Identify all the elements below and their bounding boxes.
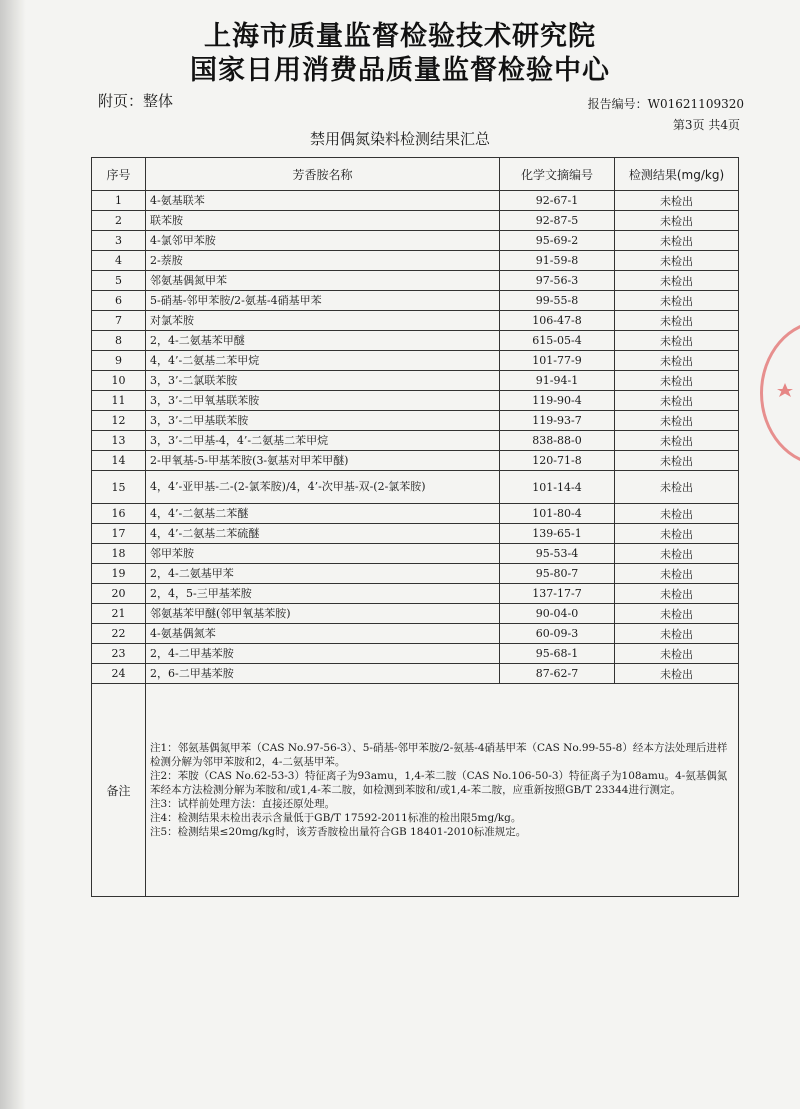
table-body <box>92 191 739 897</box>
cell-cas: 101-77-9 <box>500 351 615 371</box>
cell-result: 未检出 <box>615 391 739 411</box>
cell-cas: 97-56-3 <box>500 271 615 291</box>
cell-cas: 101-80-4 <box>500 504 615 524</box>
cell-name: 邻氨基偶氮甲苯 <box>146 271 500 291</box>
cell-result: 未检出 <box>615 231 739 251</box>
table-row <box>92 664 739 684</box>
cell-no: 7 <box>92 311 146 331</box>
cell-cas: 838-88-0 <box>500 431 615 451</box>
cell-no: 16 <box>92 504 146 524</box>
cell-no: 3 <box>92 231 146 251</box>
cell-name: 联苯胺 <box>146 211 500 231</box>
cell-name: 4，4’-二氨基二苯醚 <box>146 504 500 524</box>
table-row <box>92 504 739 524</box>
cell-no: 22 <box>92 624 146 644</box>
note-5: 注5：检测结果≤20mg/kg时，该芳香胺检出量符合GB 18401-2010标准规定。 <box>150 826 527 838</box>
note-1: 注1：邻氨基偶氮甲苯（CAS No.97-56-3）、5-硝基-邻甲苯胺/2-氨基-4硝基甲苯（CAS No.99-55-8）经本方法处理后进样检测分解为邻甲苯胺和2，4-二氨基甲苯。 <box>150 742 728 768</box>
cell-result: 未检出 <box>615 664 739 684</box>
cell-no: 18 <box>92 544 146 564</box>
page-indicator: 第3页 共4页 <box>672 118 740 132</box>
cell-no: 13 <box>92 431 146 451</box>
column-header-result: 检测结果(mg/kg) <box>615 158 739 191</box>
cell-no: 6 <box>92 291 146 311</box>
cell-name: 2，6-二甲基苯胺 <box>146 664 500 684</box>
cell-name: 3，3’-二氯联苯胺 <box>146 371 500 391</box>
table-row <box>92 231 739 251</box>
cell-no: 24 <box>92 664 146 684</box>
cell-no: 8 <box>92 331 146 351</box>
table-row <box>92 584 739 604</box>
table-row <box>92 351 739 371</box>
cell-cas: 120-71-8 <box>500 451 615 471</box>
appendix-label: 附页：整体 <box>98 92 174 110</box>
table-row <box>92 451 739 471</box>
cell-no: 15 <box>92 471 146 504</box>
table-header-row <box>92 158 739 191</box>
table-row <box>92 371 739 391</box>
cell-result: 未检出 <box>615 331 739 351</box>
cell-cas: 615-05-4 <box>500 331 615 351</box>
cell-name: 2-萘胺 <box>146 251 500 271</box>
org-name-line-1: 上海市质量监督检验技术研究院 <box>204 21 596 52</box>
table-row <box>92 624 739 644</box>
cell-no: 1 <box>92 191 146 211</box>
table-row <box>92 604 739 624</box>
table-row <box>92 311 739 331</box>
cell-no: 4 <box>92 251 146 271</box>
cell-cas: 95-53-4 <box>500 544 615 564</box>
report-number: 报告编号：W01621109320 <box>587 97 744 111</box>
table-row <box>92 271 739 291</box>
cell-no: 20 <box>92 584 146 604</box>
cell-name: 4-氨基偶氮苯 <box>146 624 500 644</box>
cell-name: 邻甲苯胺 <box>146 544 500 564</box>
cell-cas: 119-90-4 <box>500 391 615 411</box>
cell-name: 4-氨基联苯 <box>146 191 500 211</box>
cell-cas: 99-55-8 <box>500 291 615 311</box>
cell-cas: 92-67-1 <box>500 191 615 211</box>
table-row <box>92 211 739 231</box>
cell-name: 2，4，5-三甲基苯胺 <box>146 584 500 604</box>
column-header-cas: 化学文摘编号 <box>500 158 615 191</box>
table-row <box>92 411 739 431</box>
cell-name: 4，4’-二氨基二苯硫醚 <box>146 524 500 544</box>
table-row <box>92 431 739 451</box>
table-row <box>92 644 739 664</box>
cell-name: 邻氨基苯甲醚(邻甲氧基苯胺) <box>146 604 500 624</box>
table-row <box>92 291 739 311</box>
cell-result: 未检出 <box>615 564 739 584</box>
table-row <box>92 471 739 504</box>
cell-cas: 87-62-7 <box>500 664 615 684</box>
cell-name: 4，4’-亚甲基-二-(2-氯苯胺)/4，4’-次甲基-双-(2-氯苯胺) <box>146 471 500 504</box>
cell-result: 未检出 <box>615 211 739 231</box>
cell-name: 4，4’-二氨基二苯甲烷 <box>146 351 500 371</box>
cell-cas: 60-09-3 <box>500 624 615 644</box>
table-row <box>92 544 739 564</box>
cell-cas: 101-14-4 <box>500 471 615 504</box>
cell-result: 未检出 <box>615 644 739 664</box>
cell-cas: 95-80-7 <box>500 564 615 584</box>
note-2: 注2：苯胺（CAS No.62-53-3）特征离子为93amu，1,4-苯二胺（CAS No.106-50-3）特征离子为108amu。4-氨基偶氮苯经本方法检测分解为苯胺和/或1,4-苯二胺，如检测到苯胺和/或1,4-苯二胺，应重新按照GB/T 23344进行测定。 <box>150 770 728 796</box>
table-row <box>92 524 739 544</box>
cell-no: 11 <box>92 391 146 411</box>
cell-result: 未检出 <box>615 411 739 431</box>
cell-result: 未检出 <box>615 524 739 544</box>
cell-no: 21 <box>92 604 146 624</box>
cell-no: 9 <box>92 351 146 371</box>
cell-no: 10 <box>92 371 146 391</box>
cell-cas: 92-87-5 <box>500 211 615 231</box>
cell-name: 2，4-二甲基苯胺 <box>146 644 500 664</box>
stamp-star-icon <box>763 323 800 463</box>
cell-result: 未检出 <box>615 351 739 371</box>
cell-result: 未检出 <box>615 451 739 471</box>
cell-no: 2 <box>92 211 146 231</box>
cell-result: 未检出 <box>615 624 739 644</box>
table-row <box>92 251 739 271</box>
cell-result: 未检出 <box>615 431 739 451</box>
cell-no: 5 <box>92 271 146 291</box>
cell-cas: 91-59-8 <box>500 251 615 271</box>
document-header <box>0 20 800 88</box>
column-header-name: 芳香胺名称 <box>146 158 500 191</box>
table-title: 禁用偶氮染料检测结果汇总 <box>309 130 490 148</box>
cell-cas: 90-04-0 <box>500 604 615 624</box>
cell-cas: 95-69-2 <box>500 231 615 251</box>
cell-result: 未检出 <box>615 584 739 604</box>
cell-result: 未检出 <box>615 251 739 271</box>
notes-cell <box>146 684 739 897</box>
cell-name: 5-硝基-邻甲苯胺/2-氨基-4硝基甲苯 <box>146 291 500 311</box>
column-header-no: 序号 <box>92 158 146 191</box>
table-row <box>92 391 739 411</box>
table-row <box>92 564 739 584</box>
cell-cas: 91-94-1 <box>500 371 615 391</box>
cell-result: 未检出 <box>615 544 739 564</box>
cell-cas: 95-68-1 <box>500 644 615 664</box>
results-table <box>91 157 739 897</box>
cell-name: 4-氯邻甲苯胺 <box>146 231 500 251</box>
cell-cas: 106-47-8 <box>500 311 615 331</box>
cell-no: 23 <box>92 644 146 664</box>
cell-result: 未检出 <box>615 604 739 624</box>
cell-no: 12 <box>92 411 146 431</box>
cell-name: 2，4-二氨基甲苯 <box>146 564 500 584</box>
cell-result: 未检出 <box>615 504 739 524</box>
cell-result: 未检出 <box>615 471 739 504</box>
table-row <box>92 191 739 211</box>
cell-result: 未检出 <box>615 191 739 211</box>
cell-name: 对氯苯胺 <box>146 311 500 331</box>
notes-row <box>92 684 739 897</box>
cell-no: 19 <box>92 564 146 584</box>
cell-cas: 139-65-1 <box>500 524 615 544</box>
cell-name: 2，4-二氨基苯甲醚 <box>146 331 500 351</box>
cell-cas: 119-93-7 <box>500 411 615 431</box>
cell-no: 17 <box>92 524 146 544</box>
cell-name: 3，3’-二甲氧基联苯胺 <box>146 391 500 411</box>
cell-name: 2-甲氧基-5-甲基苯胺(3-氨基对甲苯甲醚) <box>146 451 500 471</box>
cell-name: 3，3’-二甲基-4，4’-二氨基二苯甲烷 <box>146 431 500 451</box>
cell-result: 未检出 <box>615 311 739 331</box>
note-3: 注3：试样前处理方法：直接还原处理。 <box>150 798 336 810</box>
red-seal-stamp <box>760 320 800 466</box>
note-4: 注4：检测结果未检出表示含量低于GB/T 17592-2011标准的检出限5mg/kg。 <box>150 812 522 824</box>
cell-no: 14 <box>92 451 146 471</box>
cell-result: 未检出 <box>615 271 739 291</box>
org-name-line-2: 国家日用消费品质量监督检验中心 <box>190 55 610 86</box>
cell-result: 未检出 <box>615 371 739 391</box>
table-row <box>92 331 739 351</box>
cell-cas: 137-17-7 <box>500 584 615 604</box>
cell-name: 3，3’-二甲基联苯胺 <box>146 411 500 431</box>
notes-label: 备注 <box>92 684 146 897</box>
page-edge-shadow <box>0 0 26 1109</box>
cell-result: 未检出 <box>615 291 739 311</box>
